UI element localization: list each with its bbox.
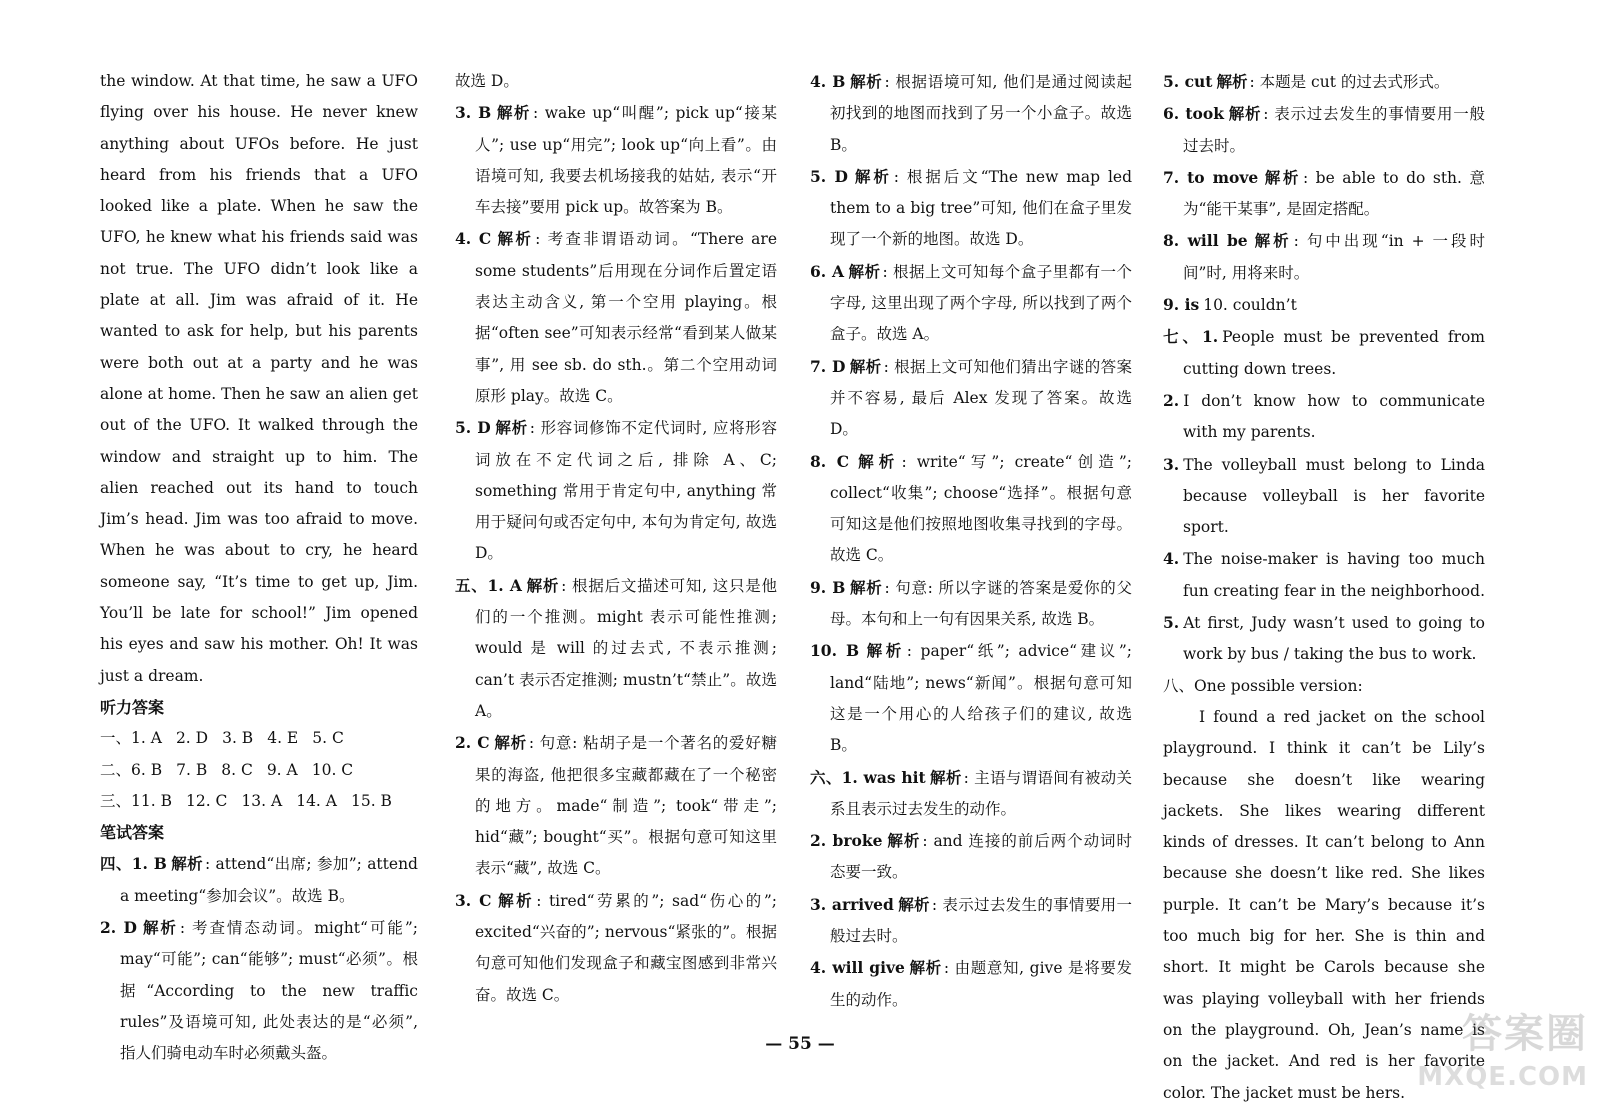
item-text: : 句中出现“in + 一段时间”时, 用将来时。 <box>1183 232 1485 282</box>
item-text: : be able to do sth. 意为“能干某事”, 是固定搭配。 <box>1183 168 1485 219</box>
item-text: : wake up“叫醒”; pick up“接某人”; use up“用完”; look up“向上看”。由语境可知, 我要去机场接我的姑姑, 表示“开车去接”要用 pick up。故答案为 B。 <box>475 104 777 217</box>
answer-item <box>1163 449 1485 544</box>
item-text: : 根据上文可知他们猜出字谜的答案并不容易, 最后 Alex 发现了答案。故选 D。 <box>830 357 1132 439</box>
answer-item <box>1163 66 1485 98</box>
item-text: : 由题意知, give 是将要发生的动作。 <box>830 959 1132 1009</box>
analysis-label: 解析 <box>863 641 905 661</box>
item-number: 7. D <box>810 356 846 376</box>
analysis-label: 解析 <box>848 261 881 281</box>
listening-answers <box>100 723 418 817</box>
analysis-label: 解析 <box>495 890 535 910</box>
item-number: 2. D <box>100 918 137 938</box>
listening-answer: 10. C <box>311 760 354 779</box>
item-number: 7. to move <box>1163 167 1259 187</box>
essay-label: 八、One possible version: <box>1163 676 1363 695</box>
item-text: : 表示过去发生的事情要用一般过去时。 <box>830 895 1132 946</box>
item-text: I don’t know how to communicate with my parents. <box>1183 391 1485 442</box>
section-label: 一、 <box>100 729 132 748</box>
written-answers-heading: 笔试答案 <box>100 823 165 843</box>
answer-item <box>455 727 777 884</box>
item-number: 10. B <box>810 641 860 661</box>
answer-item <box>810 256 1132 351</box>
listening-answer: 5. C <box>312 729 344 748</box>
answer-item <box>455 412 777 569</box>
page-number: — 55 — <box>765 1034 835 1054</box>
listening-answer: 12. C <box>185 791 228 810</box>
listening-answer: 13. A <box>241 791 283 810</box>
listening-answer: 1. A <box>131 729 162 748</box>
listening-answer: 15. B <box>350 791 392 810</box>
listening-answers-heading: 听力答案 <box>100 697 165 717</box>
answer-item <box>1163 543 1485 607</box>
answer-item <box>810 825 1132 889</box>
answer-item <box>810 635 1132 761</box>
analysis-label: 解析 <box>495 229 534 249</box>
item-number: 9. is <box>1163 295 1200 315</box>
answer-item <box>455 223 777 412</box>
item-text: : 本题是 cut 的过去式形式。 <box>1249 73 1450 91</box>
analysis-label: 解析 <box>1262 167 1301 187</box>
analysis-label: 解析 <box>170 854 204 874</box>
listening-answer: 9. A <box>266 760 298 779</box>
answer-item <box>1163 321 1485 385</box>
passage-ending: the window. At that time, he saw a UFO flying over his house. He never knew anything about UFOs before. He just heard from his friends that a UFO looked like a plate. When he saw the UFO, he knew what his friends said was not true. The UFO didn’t look like a plate at all. Jim was afraid of it. He wanted to ask for help, but his parents were both out at a party and he was alone at home. Then he saw an alien get out of the UFO. It walked through the window and straight up to him. The alien reached out its hand to touch Jim’s head. Jim was too afraid to move. When he was about to cry, he heard someone say, “It’s time to get up, Jim. You’ll be late for school!” Jim opened his eyes and saw his mother. Oh! It was just a dream. <box>100 72 418 685</box>
answer-item <box>810 889 1132 953</box>
answer-item <box>1163 385 1485 449</box>
answer-item <box>455 570 777 727</box>
analysis-label: 解析 <box>493 733 527 753</box>
item-text: : tired“劳累的”; sad“伤心的”; excited“兴奋的”; nervous“紧张的”。根据句意可知他们发现盒子和藏宝图感到非常兴奋。故选 C。 <box>475 891 777 1004</box>
analysis-label: 解析 <box>886 831 921 851</box>
item-text: : 形容词修饰不定代词时, 应将形容词放在不定代词之后, 排除 A、C; something 常用于肯定句中, anything 常用于疑问句或否定句中, 本句为肯定句, 故选 D。 <box>475 419 777 563</box>
item-number: 4. C <box>455 229 492 249</box>
listening-answer: 3. B <box>222 729 254 748</box>
item-number: 六、1. was hit <box>810 767 926 787</box>
answer-item <box>810 572 1132 636</box>
listening-row <box>100 755 418 786</box>
item-text: : 根据上文可知每个盒子里都有一个字母, 这里出现了两个字母, 所以找到了两个盒子。故选 A。 <box>830 262 1132 344</box>
item-number: 3. <box>1163 454 1180 474</box>
item-text: : write“写”; create“创造”; collect“收集”; choose“选择”。根据句意可知这是他们按照地图收集寻找到的字母。故选 C。 <box>830 452 1132 565</box>
item-text: At first, Judy wasn’t used to going to work by bus / taking the bus to work. <box>1183 614 1485 664</box>
answer-list <box>810 66 1132 1016</box>
listening-answer: 4. E <box>267 729 299 748</box>
item-number: 5. <box>1163 613 1180 633</box>
analysis-label: 解析 <box>908 958 942 978</box>
item-number: 4. will give <box>810 958 905 978</box>
item-number: 3. B <box>455 103 492 123</box>
answer-item <box>810 66 1132 161</box>
analysis-label: 解析 <box>1216 72 1248 91</box>
item-number: 2. broke <box>810 831 883 851</box>
answer-item <box>810 446 1132 572</box>
item-number: 5. D <box>810 166 848 186</box>
answer-item <box>455 97 777 223</box>
listening-row <box>100 786 418 817</box>
answer-item <box>810 161 1132 256</box>
listening-answer: 6. B <box>131 760 163 779</box>
listening-answer: 14. A <box>296 791 337 810</box>
answer-item <box>1163 607 1485 671</box>
item-text: 故选 D。 <box>455 72 519 90</box>
section-label: 二、 <box>100 760 132 779</box>
item-number: 8. C <box>810 451 850 471</box>
analysis-label: 解析 <box>849 72 883 91</box>
item-number: 6. A <box>810 261 845 281</box>
analysis-label: 解析 <box>495 103 532 123</box>
answer-item <box>810 952 1132 1016</box>
item-text: 10. couldn’t <box>1203 296 1297 315</box>
analysis-label: 解析 <box>525 575 560 595</box>
item-text: : and 连接的前后两个动词时态要一致。 <box>830 832 1132 882</box>
analysis-label: 解析 <box>851 166 892 186</box>
item-number: 4. <box>1163 549 1180 569</box>
sample-essay: I found a red jacket on the school playground. I think it can’t be Lily’s because she doesn’t like wearing jackets. She likes wearing different kinds of dresses. It can’t belong to Ann because she doesn’t like red. She likes purple. It can’t be Mary’s because it’s too much big for her. She is thin and short. It might be Carols because she was playing volleyball with her friends on the playground. Oh, Jean’s name is on the jacket. And red is her favorite color. The jacket must be hers. <box>1163 707 1485 1102</box>
answer-list <box>1163 66 1485 671</box>
item-text: The noise-maker is having too much fun creating fear in the neighborhood. <box>1183 550 1485 600</box>
answer-item <box>455 885 777 1011</box>
item-number: 3. arrived <box>810 894 894 914</box>
analysis-label: 解析 <box>849 356 882 376</box>
listening-answer: 2. D <box>175 729 209 748</box>
item-number: 五、1. A <box>455 575 522 595</box>
watermark-text-top: 答案圈 <box>1462 1011 1588 1057</box>
answer-item <box>1163 225 1485 289</box>
column-3 <box>810 66 1132 1016</box>
item-text: : 考查情态动词。might“可能”; may“可能”; can“能够”; must“必须”。根据“According to the new traffic rules”及语境可知, 此处表达的是“必须”, 指人们骑电动车时必须戴头盔。 <box>120 919 418 1063</box>
item-number: 5. D <box>455 418 491 438</box>
item-text: : 根据后文描述可知, 这只是他们的一个推测。might 表示可能性推测; would 是 will 的过去式, 不表示推测; can’t 表示否定推测; mustn’t“禁止”。故选 A。 <box>475 576 777 720</box>
watermark-logo <box>1417 1002 1588 1092</box>
listening-answer: 8. C <box>221 760 253 779</box>
answer-item <box>1163 98 1485 162</box>
analysis-label: 解析 <box>494 418 528 438</box>
item-text: : 考查非谓语动词。“There are some students”后用现在分词作后置定语表达主动含义, 第一个空用 playing。根据“often see”可知表示经常“看到某人做某事”, 用 see sb. do sth.。第二个空用动词原形 play。故选 C。 <box>475 230 777 405</box>
analysis-label: 解析 <box>1227 104 1262 124</box>
item-number: 8. will be <box>1163 231 1248 251</box>
answer-list <box>455 66 777 1011</box>
item-number: 2. C <box>455 733 490 753</box>
answer-item <box>1163 289 1485 321</box>
section-label: 三、 <box>100 791 132 810</box>
item-number: 4. B <box>810 72 846 91</box>
item-text: : 根据后文“The new map led them to a big tree”可知, 他们在盒子里发现了一个新的地图。故选 D。 <box>830 167 1132 249</box>
item-text: : 句意: 所以字谜的答案是爱你的父母。本句和上一句有因果关系, 故选 B。 <box>830 578 1132 629</box>
answer-item <box>1163 162 1485 226</box>
column-1 <box>100 66 418 1070</box>
listening-answer: 7. B <box>176 760 208 779</box>
analysis-label: 解析 <box>1251 231 1292 251</box>
answer-item <box>810 762 1132 826</box>
column-2 <box>455 66 777 1011</box>
analysis-label: 解析 <box>897 894 930 914</box>
item-text: : 表示过去发生的事情要用一般过去时。 <box>1183 105 1485 155</box>
item-text: : attend“出席; 参加”; attend a meeting“参加会议”。故选 B。 <box>120 855 418 905</box>
watermark-text-bottom: MXQE.COM <box>1417 1062 1588 1092</box>
item-number: 七、1. <box>1163 327 1219 347</box>
listening-answer: 11. B <box>131 791 172 810</box>
item-number: 6. took <box>1163 104 1224 124</box>
item-number: 3. C <box>455 890 492 910</box>
item-number: 2. <box>1163 390 1180 410</box>
column-4 <box>1163 66 1485 1109</box>
item-text: : 句意: 粘胡子是一个著名的爱好糖果的海盗, 他把很多宝藏都藏在了一个秘密的地方。made“制造”; took“带走”; hid“藏”; bought“买”。根据句意可知这里表示“藏”, 故选 C。 <box>475 734 777 878</box>
item-number: 9. B <box>810 577 846 597</box>
analysis-label: 解析 <box>849 577 883 597</box>
item-text: : 主语与谓语间有被动关系且表示过去发生的动作。 <box>830 768 1132 818</box>
answer-item <box>810 351 1132 446</box>
answer-item <box>455 66 777 97</box>
listening-row <box>100 723 418 754</box>
answer-item <box>100 848 418 912</box>
analysis-label: 解析 <box>140 918 178 938</box>
analysis-label: 解析 <box>929 767 962 787</box>
analysis-label: 解析 <box>853 451 900 471</box>
item-number: 四、1. B <box>100 854 167 874</box>
item-text: The volleyball must belong to Linda because volleyball is her favorite sport. <box>1183 455 1485 537</box>
item-text: People must be prevented from cutting down trees. <box>1183 328 1486 378</box>
item-text: : paper“纸”; advice“建议”; land“陆地”; news“新闻”。根据句意可知这是一个用心的人给孩子们的建议, 故选 B。 <box>830 642 1132 755</box>
item-text: : 根据语境可知, 他们是通过阅读起初找到的地图而找到了另一个小盒子。故选 B。 <box>830 73 1132 154</box>
item-number: 5. cut <box>1163 72 1213 91</box>
